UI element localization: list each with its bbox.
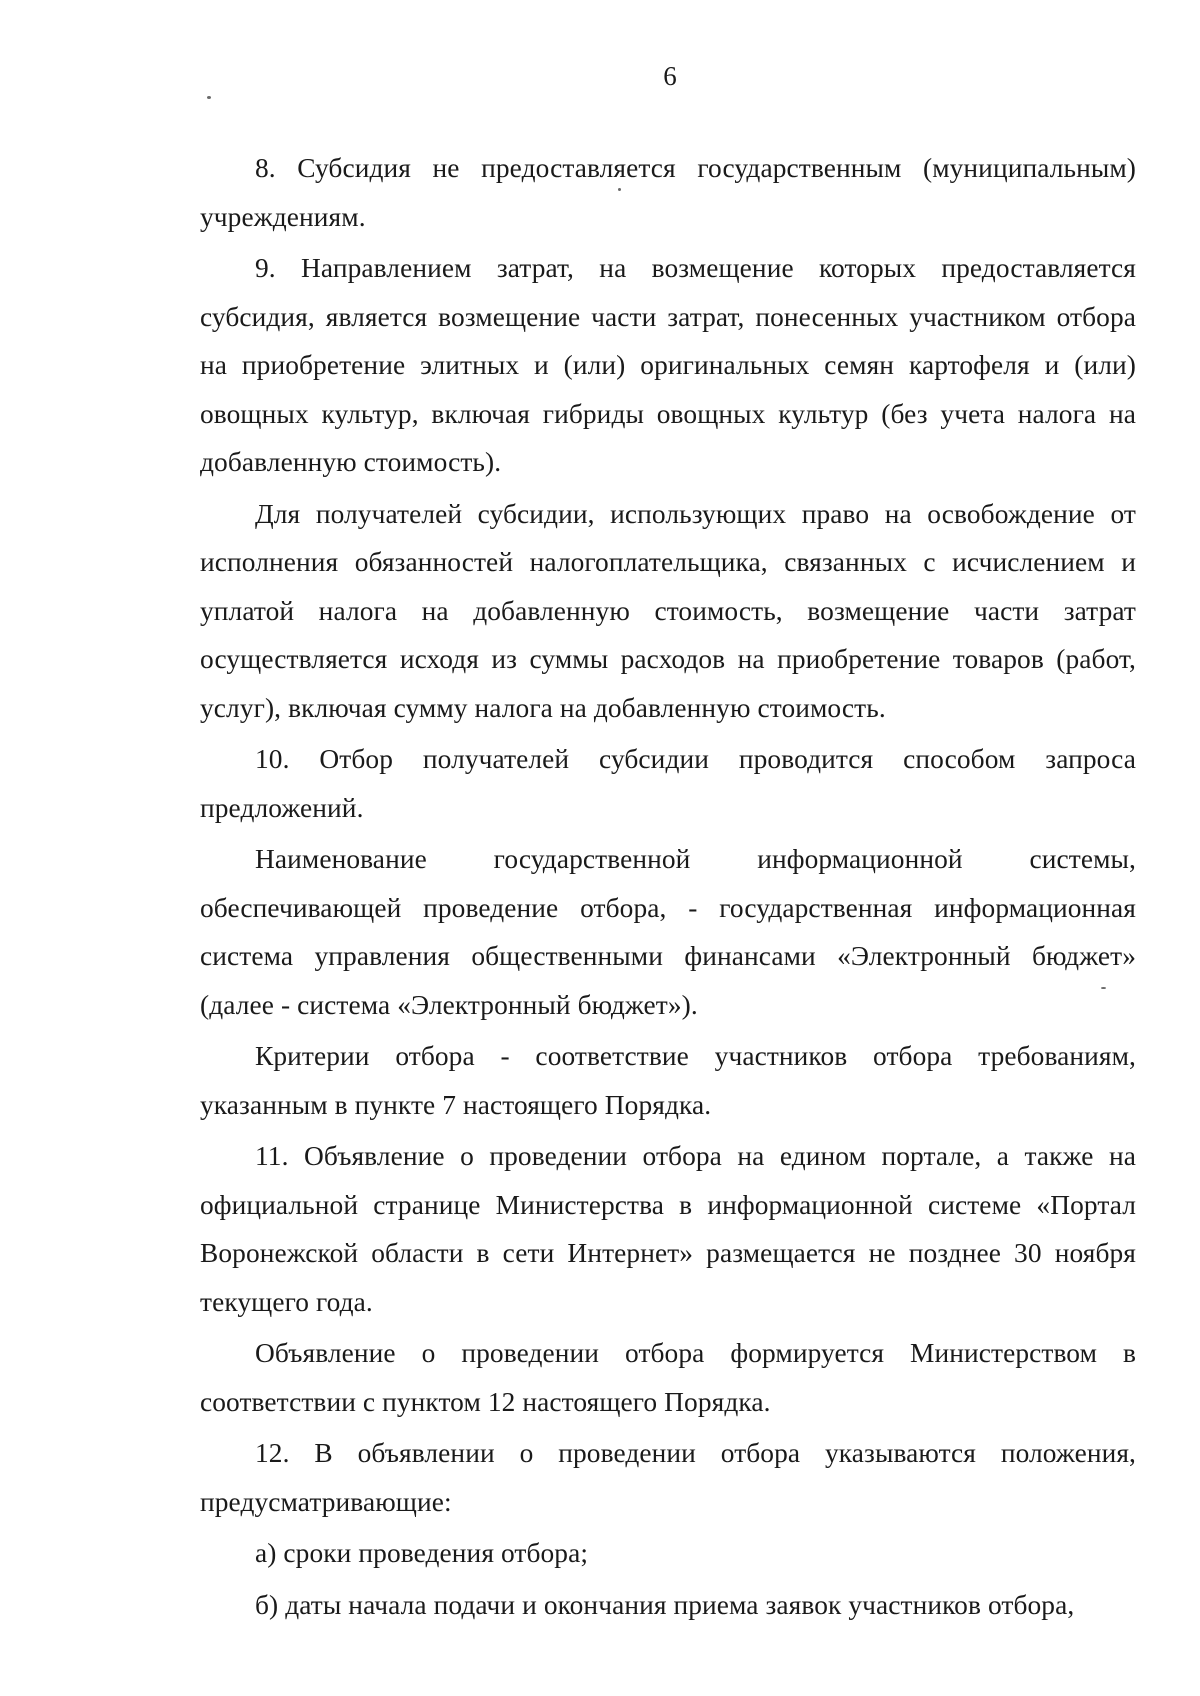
paragraph-item-8: 8. Субсидия не предоставляется государственным (муниципальным) учреждениям. bbox=[200, 153, 1136, 232]
paragraph-subitem-b: б) даты начала подачи и окончания приема заявок участников отбора, bbox=[255, 1589, 1075, 1620]
document-body bbox=[200, 144, 1136, 1629]
paragraph-announcement-formation: Объявление о проведении отбора формируется Министерством в соответствии с пунктом 12 настоящего Порядка. bbox=[200, 1338, 1136, 1417]
paragraph-item-11: 11. Объявление о проведении отбора на едином портале, а также на официальной странице Министерства в информационной системе «Портал Воронежской области в сети Интернет» размещается не позднее 30 ноября текущего года. bbox=[200, 1141, 1136, 1317]
paragraph-item-10: 10. Отбор получателей субсидии проводится способом запроса предложений. bbox=[200, 744, 1136, 823]
paragraph-item-9: 9. Направлением затрат, на возмещение которых предоставляется субсидия, является возмещение части затрат, понесенных участником отбора на приобретение элитных и (или) оригинальных семян картофеля и (или) овощных культур, включая гибриды овощных культур (без учета налога на добавленную стоимость). bbox=[200, 253, 1136, 477]
scan-speck bbox=[207, 96, 211, 99]
paragraph-vat-exemption: Для получателей субсидии, использующих право на освобождение от исполнения обязанностей налогоплательщика, связанных с исчислением и уплатой налога на добавленную стоимость, возмещение части затрат осуществляется исходя из суммы расходов на приобретение товаров (работ, услуг), включая сумму налога на добавленную стоимость. bbox=[200, 498, 1136, 723]
paragraph-information-system: Наименование государственной информационной системы, обеспечивающей проведение отбора, - государственная информационная система управления общественными финансами «Электронный бюджет» (далее - система «Электронный бюджет»). bbox=[200, 844, 1136, 1020]
paragraph-item-12: 12. В объявлении о проведении отбора указываются положения, предусматривающие: bbox=[200, 1438, 1136, 1517]
paragraph-subitem-a: а) сроки проведения отбора; bbox=[255, 1538, 589, 1568]
paragraph-selection-criteria: Критерии отбора - соответствие участников отбора требованиям, указанным в пункте 7 настоящего Порядка. bbox=[200, 1041, 1136, 1120]
page-number: 6 bbox=[663, 61, 677, 91]
